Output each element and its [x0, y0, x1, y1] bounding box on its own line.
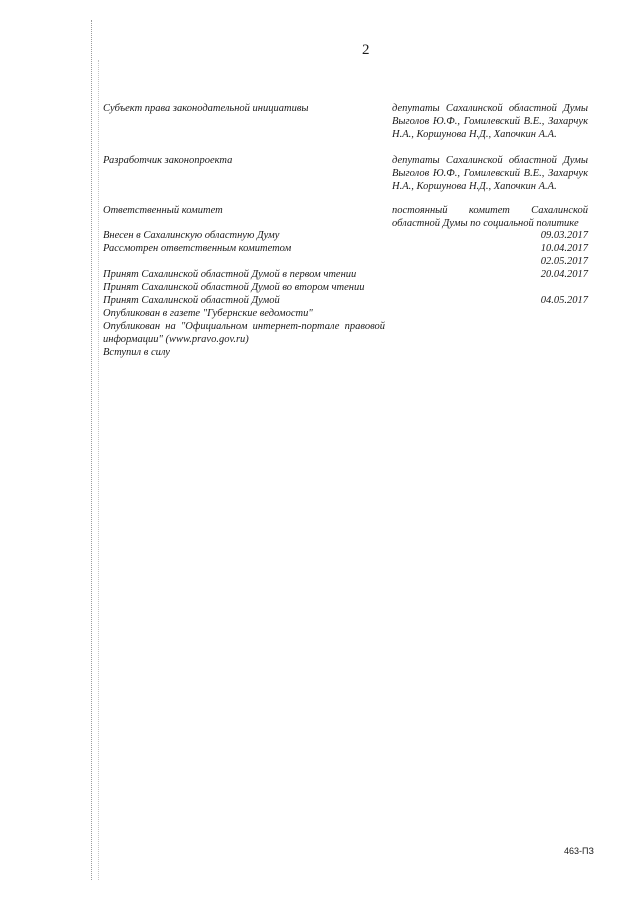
timeline-label-committee-review: Рассмотрен ответственным комитетом	[103, 243, 292, 254]
timeline-label-portal: Опубликован на "Официальном интернет-портале правовой информации" (www.pravo.gov.ru)	[103, 321, 385, 345]
page-number: 2	[362, 42, 370, 58]
timeline-label-adopted: Принят Сахалинской областной Думой	[103, 295, 280, 306]
timeline-label-second-reading: Принят Сахалинской областной Думой во втором чтении	[103, 282, 365, 293]
timeline-label-in-force: Вступил в силу	[103, 347, 170, 358]
timeline-date-adopted: 04.05.2017	[540, 295, 588, 306]
scan-margin-line-secondary	[98, 60, 100, 880]
timeline-label-first-reading: Принят Сахалинской областной Думой в первом чтении	[103, 269, 357, 280]
timeline-date-submitted: 09.03.2017	[540, 230, 588, 241]
timeline-date-first-reading: 20.04.2017	[540, 269, 588, 280]
subject-value: депутаты Сахалинской областной Думы Выголов Ю.Ф., Гомилевский В.Е., Захарчук Н.А., Коршунова Н.Д., Хапочкин А.А.	[392, 103, 588, 140]
timeline-date-committee-review: 10.04.2017	[540, 243, 588, 254]
developer-value: депутаты Сахалинской областной Думы Выголов Ю.Ф., Гомилевский В.Е., Захарчук Н.А., Коршунова Н.Д., Хапочкин А.А.	[392, 155, 588, 192]
timeline-label-submitted: Внесен в Сахалинскую областную Думу	[103, 230, 280, 241]
committee-value: постоянный комитет Сахалинской областной Думы по социальной политике	[392, 205, 588, 229]
timeline-date-committee-review-2: 02.05.2017	[540, 256, 588, 267]
developer-label: Разработчик законопроекта	[103, 155, 233, 166]
scan-margin-line	[91, 20, 93, 880]
subject-label: Субъект права законодательной инициативы	[103, 103, 309, 114]
committee-label: Ответственный комитет	[103, 205, 223, 216]
document-code: 463-ПЗ	[564, 846, 594, 856]
timeline-label-newspaper: Опубликован в газете "Губернские ведомости"	[103, 308, 313, 319]
